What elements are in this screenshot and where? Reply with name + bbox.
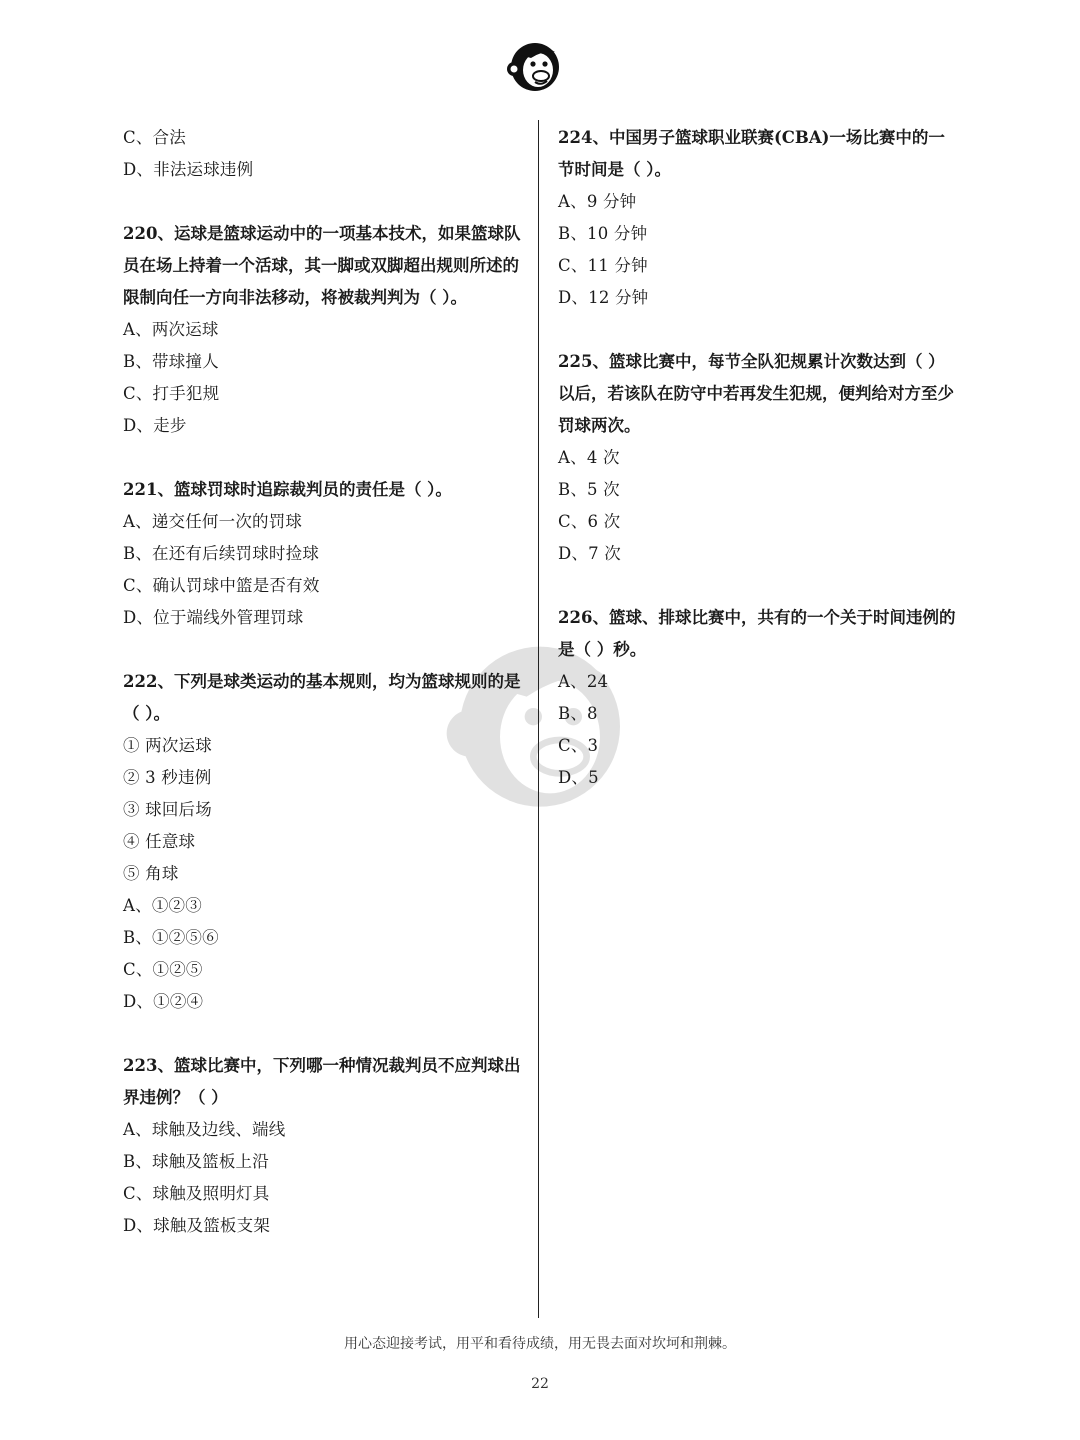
question-text: 222、下列是球类运动的基本规则，均为篮球规则的是（ ）。 [123, 672, 521, 723]
option: D、7 次 [558, 544, 621, 563]
option: A、4 次 [558, 448, 620, 467]
question-223 [123, 1050, 525, 1242]
option: D、走步 [123, 416, 187, 435]
list-item: ③ 球回后场 [123, 800, 212, 819]
option: B、8 [558, 704, 598, 723]
option: B、①②⑤⑥ [123, 928, 219, 947]
left-column [123, 122, 525, 1242]
question-221 [123, 474, 525, 634]
option: A、递交任何一次的罚球 [123, 512, 303, 531]
option: B、5 次 [558, 480, 620, 499]
option: C、合法 [123, 128, 186, 147]
question-text: 220、运球是篮球运动中的一项基本技术，如果篮球队员在场上持着一个活球，其一脚或双脚超出规则所述的限制向任一方向非法移动，将被裁判判为（ ）。 [123, 224, 521, 307]
option: C、①②⑤ [123, 960, 203, 979]
option: C、11 分钟 [558, 256, 648, 275]
question-text: 226、篮球、排球比赛中，共有的一个关于时间违例的是（ ）秒。 [558, 608, 956, 659]
column-divider [538, 120, 539, 1318]
option: D、位于端线外管理罚球 [123, 608, 304, 627]
option: B、10 分钟 [558, 224, 648, 243]
option: A、9 分钟 [558, 192, 637, 211]
option: A、①②③ [123, 896, 202, 915]
list-item: ⑤ 角球 [123, 864, 179, 883]
question-225 [558, 346, 960, 570]
right-column [558, 122, 960, 794]
option: C、打手犯规 [123, 384, 220, 403]
question-text: 221、篮球罚球时追踪裁判员的责任是（ ）。 [123, 480, 452, 499]
question-226 [558, 602, 960, 794]
option: A、24 [558, 672, 609, 691]
question-text: 224、中国男子篮球职业联赛(CBA)一场比赛中的一节时间是（ ）。 [558, 128, 945, 179]
monkey-logo-icon [505, 36, 565, 94]
question-text: 223、篮球比赛中，下列哪一种情况裁判员不应判球出界违例？（ ） [123, 1056, 521, 1107]
option: D、球触及篮板支架 [123, 1216, 271, 1235]
footer-quote: 用心态迎接考试，用平和看待成绩，用无畏去面对坎坷和荆棘。 [344, 1336, 736, 1352]
question-222 [123, 666, 525, 1018]
option: D、非法运球违例 [123, 160, 254, 179]
option: B、在还有后续罚球时捡球 [123, 544, 320, 563]
question-220 [123, 218, 525, 442]
option: D、5 [558, 768, 599, 787]
option: A、两次运球 [123, 320, 219, 339]
page-number: 22 [531, 1376, 549, 1392]
option: C、确认罚球中篮是否有效 [123, 576, 320, 595]
option: C、球触及照明灯具 [123, 1184, 270, 1203]
option: B、带球撞人 [123, 352, 219, 371]
list-item: ① 两次运球 [123, 736, 212, 755]
option: A、球触及边线、端线 [123, 1120, 286, 1139]
list-item: ② 3 秒违例 [123, 768, 212, 787]
option: D、12 分钟 [558, 288, 649, 307]
option: C、3 [558, 736, 599, 755]
option: C、6 次 [558, 512, 621, 531]
list-item: ④ 任意球 [123, 832, 196, 851]
question-text: 225、篮球比赛中，每节全队犯规累计次数达到（ ）以后，若该队在防守中若再发生犯规，便判给对方至少罚球两次。 [558, 352, 954, 435]
option: D、①②④ [123, 992, 204, 1011]
option: B、球触及篮板上沿 [123, 1152, 269, 1171]
question-224 [558, 122, 960, 314]
